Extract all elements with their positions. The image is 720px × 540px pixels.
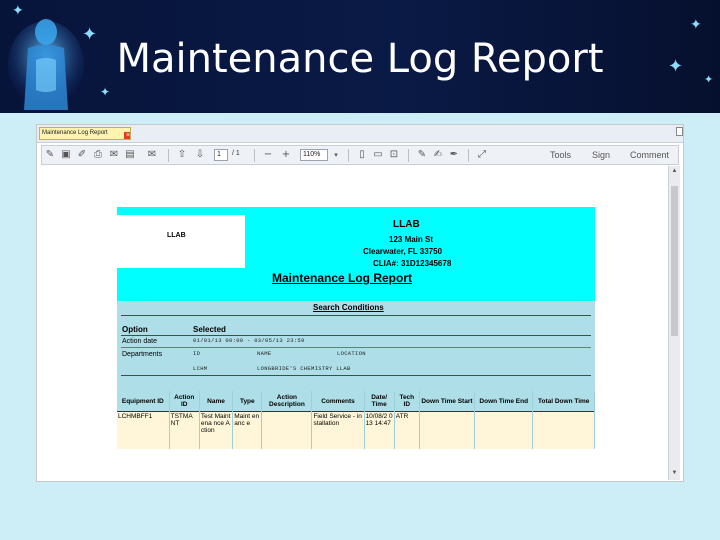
viewer-toolbar [41, 145, 679, 165]
action-date-value: 01/01/13 00:00 - 03/05/13 23:59 [193, 337, 305, 344]
column-header: Total Down Time [533, 391, 595, 412]
scroll-thumb[interactable] [671, 186, 678, 336]
vertical-scrollbar[interactable] [668, 166, 680, 480]
create-pdf-icon[interactable]: ✎ [45, 149, 55, 160]
option-header: Option [122, 325, 148, 334]
table-cell: 10/08/2 013 14:47 [364, 412, 394, 450]
dept-col-location: LOCATION [337, 350, 366, 357]
sparkle-icon: ✦ [12, 3, 24, 19]
column-header: Name [199, 391, 232, 412]
column-header: Down Time End [475, 391, 533, 412]
sparkle-icon: ✦ [82, 24, 98, 45]
table-cell: TSTMA NT [169, 412, 199, 450]
divider [121, 315, 591, 316]
column-header: Equipment ID [117, 391, 169, 412]
table-row [117, 412, 595, 450]
email-icon[interactable]: ✉ [147, 149, 157, 160]
lab-logo: LLAB [117, 215, 245, 268]
close-tab-icon[interactable]: × [125, 132, 131, 139]
table-cell [419, 412, 474, 450]
document-tab[interactable] [39, 127, 131, 140]
zoom-in-icon[interactable]: + [281, 149, 291, 160]
selected-header: Selected [193, 325, 226, 334]
column-header: Date/ Time [364, 391, 394, 412]
column-header: Action Description [262, 391, 312, 412]
divider [121, 335, 591, 336]
column-header: Down Time Start [419, 391, 474, 412]
save-icon[interactable]: ▣ [61, 149, 71, 160]
maintenance-log-table [117, 391, 595, 449]
scroll-up-icon[interactable]: ▲ [671, 168, 678, 174]
column-header: Action ID [169, 391, 199, 412]
report-title: Maintenance Log Report [272, 271, 413, 285]
dept-col-id: ID [193, 350, 201, 357]
sign-icon[interactable]: ✒ [449, 149, 459, 160]
zoom-input[interactable]: 110% [300, 149, 328, 161]
page-down-icon[interactable]: ⇩ [195, 149, 205, 160]
toolbar-divider [254, 149, 255, 162]
sparkle-icon: ✦ [668, 56, 684, 77]
scroll-down-icon[interactable]: ▼ [671, 470, 678, 476]
action-date-label: Action date [122, 338, 158, 345]
dept-col-name: NAME [257, 350, 272, 357]
toolbar-divider [168, 149, 169, 162]
report-page [117, 207, 595, 449]
table-cell: Maint enanc e [233, 412, 262, 450]
search-conditions [117, 301, 595, 391]
zoom-out-icon[interactable]: − [263, 149, 273, 160]
highlight-icon[interactable]: ✍ [433, 149, 443, 160]
comment-icon[interactable]: ✎ [417, 149, 427, 160]
zoom-dropdown-icon[interactable]: ▾ [334, 151, 338, 159]
table-cell: Field Service - installation [312, 412, 364, 450]
divider [121, 375, 591, 376]
table-cell [475, 412, 533, 450]
toolbar-divider [468, 149, 469, 162]
document-tab-bar [37, 125, 683, 143]
search-conditions-title: Search Conditions [313, 303, 384, 312]
table-cell: ATR [394, 412, 419, 450]
toolbar-divider [408, 149, 409, 162]
table-header-row [117, 391, 595, 412]
tab-label: Maintenance Log Report [42, 130, 108, 136]
table-cell [533, 412, 595, 450]
column-header: Type [233, 391, 262, 412]
table-cell [262, 412, 312, 450]
document-icon [676, 127, 683, 136]
divider [121, 347, 591, 348]
lab-clia: CLIA#: 31D12345678 [373, 259, 452, 268]
departments-label: Departments [122, 351, 163, 358]
comment-menu[interactable]: Comment [630, 150, 670, 160]
fit-page-icon[interactable]: ▯ [359, 149, 365, 160]
page-up-icon[interactable]: ⇧ [177, 149, 187, 160]
lab-address-2: Clearwater, FL 33750 [363, 247, 443, 256]
lab-address-1: 123 Main St [389, 235, 434, 244]
toolbar-divider [348, 149, 349, 162]
column-header: Comments [312, 391, 364, 412]
fullscreen-icon[interactable]: ⊡ [389, 149, 399, 160]
column-header: Tech ID [394, 391, 419, 412]
pdf-viewer [36, 124, 684, 482]
lab-name: LLAB [393, 219, 420, 230]
sparkle-icon: ✦ [690, 17, 702, 33]
expand-icon[interactable]: ⤢ [478, 149, 486, 160]
print-icon[interactable]: ⎙ [94, 149, 102, 160]
email-icon[interactable]: ✉ [109, 149, 119, 160]
edit-icon[interactable]: ✐ [77, 149, 87, 160]
slide-banner [0, 0, 720, 113]
tools-menu[interactable]: Tools [550, 150, 572, 160]
report-header [117, 207, 595, 301]
scan-icon[interactable]: ▤ [125, 149, 135, 160]
page-number-input[interactable]: 1 [214, 149, 228, 161]
slide-title: Maintenance Log Report [116, 36, 604, 82]
fit-width-icon[interactable]: ▭ [373, 149, 383, 160]
dept-id: LCHM [193, 365, 208, 372]
sparkle-icon: ✦ [704, 73, 714, 86]
dept-name: LONGBRIDE'S CHEMISTRY LLAB [257, 365, 351, 372]
page-total: / 1 [232, 150, 240, 157]
table-cell: Test Maintena nce Action [199, 412, 232, 450]
sign-menu[interactable]: Sign [592, 150, 611, 160]
table-cell: LCHMBFF1 [117, 412, 169, 450]
sparkle-icon: ✦ [100, 85, 111, 99]
